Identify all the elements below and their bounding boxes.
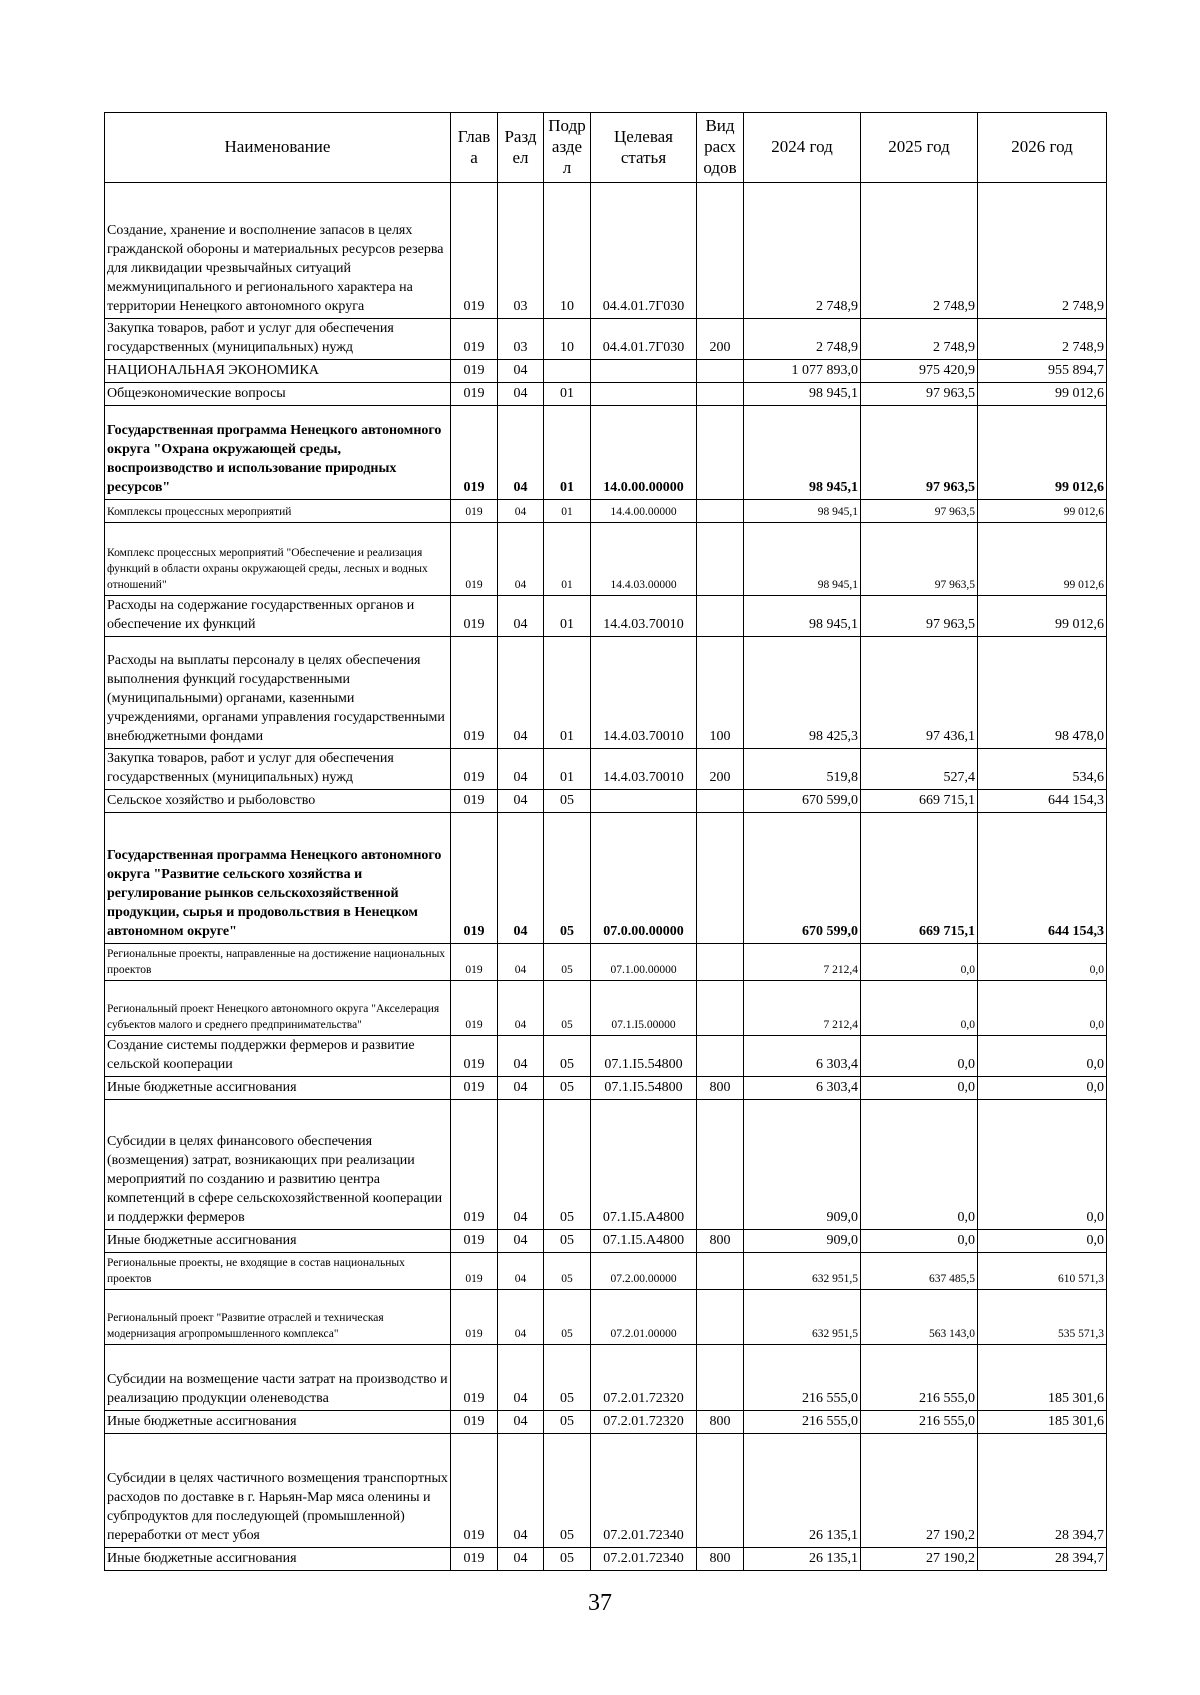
cell-podrazdel: 05 bbox=[544, 1077, 591, 1100]
cell-2024: 2 748,9 bbox=[744, 183, 861, 319]
cell-glava: 019 bbox=[451, 1345, 498, 1411]
cell-glava: 019 bbox=[451, 749, 498, 790]
cell-2026: 644 154,3 bbox=[978, 790, 1107, 813]
cell-2026: 2 748,9 bbox=[978, 319, 1107, 360]
cell-2026: 99 012,6 bbox=[978, 383, 1107, 406]
cell-2025: 216 555,0 bbox=[861, 1411, 978, 1434]
cell-2025: 0,0 bbox=[861, 1100, 978, 1230]
cell-celevaya: 07.1.I5.54800 bbox=[591, 1036, 697, 1077]
cell-podrazdel: 01 bbox=[544, 637, 591, 749]
cell-glava: 019 bbox=[451, 1036, 498, 1077]
cell-podrazdel: 05 bbox=[544, 1100, 591, 1230]
col-header-name: Наименование bbox=[105, 113, 451, 183]
cell-vid bbox=[697, 1100, 744, 1230]
cell-razdel: 04 bbox=[498, 523, 544, 596]
table-row bbox=[105, 406, 1107, 500]
cell-2026: 28 394,7 bbox=[978, 1434, 1107, 1548]
cell-glava: 019 bbox=[451, 500, 498, 523]
cell-2025: 97 963,5 bbox=[861, 500, 978, 523]
cell-glava: 019 bbox=[451, 790, 498, 813]
cell-name: Региональные проекты, направленные на достижение национальных проектов bbox=[105, 944, 451, 981]
cell-name: Комплекс процессных мероприятий "Обеспечение и реализация функций в области охраны окружающей среды, лесных и водных отношений" bbox=[105, 523, 451, 596]
cell-celevaya bbox=[591, 383, 697, 406]
cell-2026: 185 301,6 bbox=[978, 1345, 1107, 1411]
cell-vid bbox=[697, 500, 744, 523]
cell-2026: 535 571,3 bbox=[978, 1290, 1107, 1345]
cell-2025: 637 485,5 bbox=[861, 1253, 978, 1290]
cell-vid: 800 bbox=[697, 1548, 744, 1571]
cell-celevaya bbox=[591, 360, 697, 383]
cell-2024: 98 945,1 bbox=[744, 523, 861, 596]
cell-vid: 800 bbox=[697, 1230, 744, 1253]
cell-razdel: 04 bbox=[498, 1036, 544, 1077]
cell-glava: 019 bbox=[451, 1290, 498, 1345]
cell-2025: 27 190,2 bbox=[861, 1434, 978, 1548]
col-header-2026: 2026 год bbox=[978, 113, 1107, 183]
cell-podrazdel: 01 bbox=[544, 523, 591, 596]
cell-razdel: 04 bbox=[498, 1077, 544, 1100]
cell-podrazdel: 05 bbox=[544, 981, 591, 1036]
col-header-2025: 2025 год bbox=[861, 113, 978, 183]
cell-podrazdel bbox=[544, 360, 591, 383]
cell-2026: 99 012,6 bbox=[978, 406, 1107, 500]
cell-2024: 670 599,0 bbox=[744, 790, 861, 813]
cell-2024: 26 135,1 bbox=[744, 1434, 861, 1548]
cell-name: Иные бюджетные ассигнования bbox=[105, 1548, 451, 1571]
col-header-vid: Вид расх одов bbox=[697, 113, 744, 183]
cell-vid bbox=[697, 981, 744, 1036]
cell-2024: 98 945,1 bbox=[744, 500, 861, 523]
cell-2026: 99 012,6 bbox=[978, 500, 1107, 523]
col-header-glava: Глав а bbox=[451, 113, 498, 183]
cell-2025: 0,0 bbox=[861, 981, 978, 1036]
cell-2024: 7 212,4 bbox=[744, 944, 861, 981]
cell-vid bbox=[697, 523, 744, 596]
cell-celevaya: 14.4.03.70010 bbox=[591, 596, 697, 637]
table-header-row bbox=[105, 113, 1107, 183]
cell-glava: 019 bbox=[451, 1411, 498, 1434]
cell-celevaya: 14.0.00.00000 bbox=[591, 406, 697, 500]
table-row bbox=[105, 500, 1107, 523]
cell-name: Закупка товаров, работ и услуг для обеспечения государственных (муниципальных) нужд bbox=[105, 319, 451, 360]
cell-vid bbox=[697, 790, 744, 813]
cell-podrazdel: 05 bbox=[544, 790, 591, 813]
cell-vid bbox=[697, 813, 744, 944]
cell-2024: 26 135,1 bbox=[744, 1548, 861, 1571]
cell-celevaya: 07.1.I5.А4800 bbox=[591, 1100, 697, 1230]
cell-vid bbox=[697, 183, 744, 319]
cell-glava: 019 bbox=[451, 596, 498, 637]
cell-name: Расходы на содержание государственных органов и обеспечение их функций bbox=[105, 596, 451, 637]
cell-podrazdel: 05 bbox=[544, 1434, 591, 1548]
cell-glava: 019 bbox=[451, 383, 498, 406]
table-row bbox=[105, 944, 1107, 981]
cell-2025: 975 420,9 bbox=[861, 360, 978, 383]
cell-2024: 519,8 bbox=[744, 749, 861, 790]
cell-2025: 563 143,0 bbox=[861, 1290, 978, 1345]
cell-podrazdel: 05 bbox=[544, 944, 591, 981]
cell-vid bbox=[697, 1434, 744, 1548]
cell-2025: 97 963,5 bbox=[861, 523, 978, 596]
cell-2026: 2 748,9 bbox=[978, 183, 1107, 319]
cell-name: НАЦИОНАЛЬНАЯ ЭКОНОМИКА bbox=[105, 360, 451, 383]
cell-2025: 669 715,1 bbox=[861, 790, 978, 813]
cell-celevaya: 07.0.00.00000 bbox=[591, 813, 697, 944]
cell-2025: 669 715,1 bbox=[861, 813, 978, 944]
cell-vid bbox=[697, 944, 744, 981]
cell-2026: 0,0 bbox=[978, 1230, 1107, 1253]
table-row bbox=[105, 749, 1107, 790]
table-row bbox=[105, 360, 1107, 383]
cell-glava: 019 bbox=[451, 1434, 498, 1548]
cell-2024: 1 077 893,0 bbox=[744, 360, 861, 383]
cell-razdel: 04 bbox=[498, 790, 544, 813]
cell-2024: 98 945,1 bbox=[744, 406, 861, 500]
col-header-celevaya: Целевая статья bbox=[591, 113, 697, 183]
cell-razdel: 04 bbox=[498, 813, 544, 944]
cell-2024: 670 599,0 bbox=[744, 813, 861, 944]
cell-2026: 610 571,3 bbox=[978, 1253, 1107, 1290]
cell-name: Субсидии на возмещение части затрат на производство и реализацию продукции оленеводства bbox=[105, 1345, 451, 1411]
cell-vid: 800 bbox=[697, 1077, 744, 1100]
cell-vid bbox=[697, 1253, 744, 1290]
table-row bbox=[105, 637, 1107, 749]
cell-razdel: 04 bbox=[498, 981, 544, 1036]
table-row bbox=[105, 790, 1107, 813]
cell-name: Государственная программа Ненецкого автономного округа "Развитие сельского хозяйства и регулирование рынков сельскохозяйственной продукции, сырья и продовольствия в Ненецком автономном округе" bbox=[105, 813, 451, 944]
page-number: 37 bbox=[588, 1590, 612, 1616]
cell-2024: 7 212,4 bbox=[744, 981, 861, 1036]
cell-razdel: 04 bbox=[498, 596, 544, 637]
cell-2024: 6 303,4 bbox=[744, 1077, 861, 1100]
cell-glava: 019 bbox=[451, 406, 498, 500]
cell-2025: 2 748,9 bbox=[861, 183, 978, 319]
cell-glava: 019 bbox=[451, 1548, 498, 1571]
cell-glava: 019 bbox=[451, 1253, 498, 1290]
cell-razdel: 04 bbox=[498, 1345, 544, 1411]
cell-podrazdel: 01 bbox=[544, 500, 591, 523]
cell-podrazdel: 01 bbox=[544, 596, 591, 637]
col-header-razdel: Разд ел bbox=[498, 113, 544, 183]
cell-name: Иные бюджетные ассигнования bbox=[105, 1077, 451, 1100]
cell-2025: 527,4 bbox=[861, 749, 978, 790]
cell-razdel: 03 bbox=[498, 183, 544, 319]
cell-vid: 800 bbox=[697, 1411, 744, 1434]
table-row bbox=[105, 183, 1107, 319]
cell-vid bbox=[697, 1345, 744, 1411]
cell-celevaya: 07.1.00.00000 bbox=[591, 944, 697, 981]
cell-podrazdel: 05 bbox=[544, 1411, 591, 1434]
cell-razdel: 04 bbox=[498, 637, 544, 749]
cell-name: Общеэкономические вопросы bbox=[105, 383, 451, 406]
cell-vid bbox=[697, 360, 744, 383]
cell-2025: 0,0 bbox=[861, 1077, 978, 1100]
table-row bbox=[105, 981, 1107, 1036]
table-row bbox=[105, 1230, 1107, 1253]
cell-name: Иные бюджетные ассигнования bbox=[105, 1230, 451, 1253]
cell-2024: 216 555,0 bbox=[744, 1345, 861, 1411]
cell-glava: 019 bbox=[451, 813, 498, 944]
budget-sheet bbox=[104, 112, 1107, 1571]
cell-celevaya: 14.4.00.00000 bbox=[591, 500, 697, 523]
cell-vid bbox=[697, 1036, 744, 1077]
cell-2026: 955 894,7 bbox=[978, 360, 1107, 383]
cell-2024: 909,0 bbox=[744, 1230, 861, 1253]
table-row bbox=[105, 1253, 1107, 1290]
cell-vid bbox=[697, 383, 744, 406]
cell-2024: 98 425,3 bbox=[744, 637, 861, 749]
cell-2025: 97 963,5 bbox=[861, 383, 978, 406]
cell-celevaya: 07.1.I5.54800 bbox=[591, 1077, 697, 1100]
table-row bbox=[105, 1548, 1107, 1571]
cell-name: Иные бюджетные ассигнования bbox=[105, 1411, 451, 1434]
cell-name: Создание, хранение и восполнение запасов в целях гражданской обороны и материальных ресурсов резерва для ликвидации чрезвычайных ситуаций межмуниципального и регионального характера на территории Ненецкого автономного округа bbox=[105, 183, 451, 319]
cell-name: Сельское хозяйство и рыболовство bbox=[105, 790, 451, 813]
cell-razdel: 04 bbox=[498, 383, 544, 406]
table-row bbox=[105, 1345, 1107, 1411]
cell-vid bbox=[697, 406, 744, 500]
cell-2026: 28 394,7 bbox=[978, 1548, 1107, 1571]
cell-name: Региональные проекты, не входящие в состав национальных проектов bbox=[105, 1253, 451, 1290]
cell-razdel: 04 bbox=[498, 944, 544, 981]
cell-name: Государственная программа Ненецкого автономного округа "Охрана окружающей среды, воспроизводство и использование природных ресурсов" bbox=[105, 406, 451, 500]
cell-name: Субсидии в целях финансового обеспечения (возмещения) затрат, возникающих при реализации мероприятий по созданию и развитию центра компетенций в сфере сельскохозяйственной кооперации и поддержки фермеров bbox=[105, 1100, 451, 1230]
cell-razdel: 03 bbox=[498, 319, 544, 360]
cell-razdel: 04 bbox=[498, 1548, 544, 1571]
cell-celevaya: 07.2.01.72340 bbox=[591, 1548, 697, 1571]
cell-name: Региональный проект "Развитие отраслей и техническая модернизация агропромышленного комплекса" bbox=[105, 1290, 451, 1345]
cell-2026: 0,0 bbox=[978, 944, 1107, 981]
table-row bbox=[105, 383, 1107, 406]
cell-2024: 98 945,1 bbox=[744, 383, 861, 406]
cell-name: Комплексы процессных мероприятий bbox=[105, 500, 451, 523]
cell-2024: 216 555,0 bbox=[744, 1411, 861, 1434]
table-row bbox=[105, 1077, 1107, 1100]
cell-vid bbox=[697, 1290, 744, 1345]
cell-name: Региональный проект Ненецкого автономного округа "Акселерация субъектов малого и среднего предпринимательства" bbox=[105, 981, 451, 1036]
cell-glava: 019 bbox=[451, 944, 498, 981]
cell-razdel: 04 bbox=[498, 1100, 544, 1230]
cell-celevaya: 07.1.I5.А4800 bbox=[591, 1230, 697, 1253]
table-row bbox=[105, 319, 1107, 360]
cell-name: Расходы на выплаты персоналу в целях обеспечения выполнения функций государственными (муниципальными) органами, казенными учреждениями, органами управления государственными внебюджетными фондами bbox=[105, 637, 451, 749]
cell-vid: 100 bbox=[697, 637, 744, 749]
cell-podrazdel: 05 bbox=[544, 1253, 591, 1290]
cell-2025: 0,0 bbox=[861, 944, 978, 981]
table-row bbox=[105, 1100, 1107, 1230]
cell-celevaya: 14.4.03.70010 bbox=[591, 637, 697, 749]
cell-glava: 019 bbox=[451, 523, 498, 596]
cell-glava: 019 bbox=[451, 1077, 498, 1100]
cell-2026: 0,0 bbox=[978, 1036, 1107, 1077]
cell-razdel: 04 bbox=[498, 360, 544, 383]
cell-celevaya: 07.2.01.00000 bbox=[591, 1290, 697, 1345]
cell-glava: 019 bbox=[451, 1230, 498, 1253]
cell-podrazdel: 05 bbox=[544, 1345, 591, 1411]
cell-2025: 0,0 bbox=[861, 1230, 978, 1253]
cell-celevaya: 04.4.01.7Г030 bbox=[591, 183, 697, 319]
cell-2025: 97 963,5 bbox=[861, 406, 978, 500]
cell-celevaya: 14.4.03.00000 bbox=[591, 523, 697, 596]
cell-2024: 632 951,5 bbox=[744, 1290, 861, 1345]
cell-2026: 534,6 bbox=[978, 749, 1107, 790]
cell-2026: 99 012,6 bbox=[978, 523, 1107, 596]
col-header-podrazdel: Подр азде л bbox=[544, 113, 591, 183]
cell-2025: 2 748,9 bbox=[861, 319, 978, 360]
cell-vid bbox=[697, 596, 744, 637]
table-row bbox=[105, 596, 1107, 637]
cell-2024: 6 303,4 bbox=[744, 1036, 861, 1077]
cell-celevaya: 07.2.01.72320 bbox=[591, 1411, 697, 1434]
cell-2026: 98 478,0 bbox=[978, 637, 1107, 749]
cell-2024: 2 748,9 bbox=[744, 319, 861, 360]
cell-name: Субсидии в целях частичного возмещения транспортных расходов по доставке в г. Нарьян-Мар мяса оленины и субпродуктов для последующей (промышленной) переработки от мест убоя bbox=[105, 1434, 451, 1548]
cell-celevaya: 07.1.I5.00000 bbox=[591, 981, 697, 1036]
cell-celevaya: 07.2.01.72320 bbox=[591, 1345, 697, 1411]
cell-podrazdel: 01 bbox=[544, 406, 591, 500]
cell-glava: 019 bbox=[451, 1100, 498, 1230]
cell-2026: 0,0 bbox=[978, 981, 1107, 1036]
cell-celevaya: 07.2.00.00000 bbox=[591, 1253, 697, 1290]
cell-2026: 0,0 bbox=[978, 1100, 1107, 1230]
table-row bbox=[105, 813, 1107, 944]
cell-celevaya: 04.4.01.7Г030 bbox=[591, 319, 697, 360]
cell-razdel: 04 bbox=[498, 406, 544, 500]
cell-2026: 644 154,3 bbox=[978, 813, 1107, 944]
cell-2024: 909,0 bbox=[744, 1100, 861, 1230]
cell-glava: 019 bbox=[451, 981, 498, 1036]
table-row bbox=[105, 1036, 1107, 1077]
cell-2024: 632 951,5 bbox=[744, 1253, 861, 1290]
cell-podrazdel: 01 bbox=[544, 749, 591, 790]
cell-podrazdel: 05 bbox=[544, 813, 591, 944]
cell-celevaya: 14.4.03.70010 bbox=[591, 749, 697, 790]
cell-2025: 0,0 bbox=[861, 1036, 978, 1077]
cell-celevaya bbox=[591, 790, 697, 813]
cell-razdel: 04 bbox=[498, 500, 544, 523]
cell-razdel: 04 bbox=[498, 1434, 544, 1548]
table-row bbox=[105, 1411, 1107, 1434]
budget-table bbox=[104, 112, 1107, 1571]
cell-razdel: 04 bbox=[498, 1290, 544, 1345]
cell-razdel: 04 bbox=[498, 1411, 544, 1434]
cell-podrazdel: 05 bbox=[544, 1036, 591, 1077]
cell-podrazdel: 01 bbox=[544, 383, 591, 406]
cell-2024: 98 945,1 bbox=[744, 596, 861, 637]
cell-glava: 019 bbox=[451, 183, 498, 319]
cell-razdel: 04 bbox=[498, 1253, 544, 1290]
table-row bbox=[105, 1434, 1107, 1548]
cell-2026: 99 012,6 bbox=[978, 596, 1107, 637]
cell-glava: 019 bbox=[451, 360, 498, 383]
cell-podrazdel: 05 bbox=[544, 1230, 591, 1253]
col-header-2024: 2024 год bbox=[744, 113, 861, 183]
cell-2025: 97 963,5 bbox=[861, 596, 978, 637]
cell-glava: 019 bbox=[451, 319, 498, 360]
cell-name: Создание системы поддержки фермеров и развитие сельской кооперации bbox=[105, 1036, 451, 1077]
cell-podrazdel: 10 bbox=[544, 183, 591, 319]
cell-2026: 0,0 bbox=[978, 1077, 1107, 1100]
cell-podrazdel: 05 bbox=[544, 1290, 591, 1345]
cell-podrazdel: 10 bbox=[544, 319, 591, 360]
cell-razdel: 04 bbox=[498, 749, 544, 790]
cell-2025: 27 190,2 bbox=[861, 1548, 978, 1571]
cell-razdel: 04 bbox=[498, 1230, 544, 1253]
table-row bbox=[105, 1290, 1107, 1345]
cell-vid: 200 bbox=[697, 749, 744, 790]
cell-vid: 200 bbox=[697, 319, 744, 360]
cell-2026: 185 301,6 bbox=[978, 1411, 1107, 1434]
table-row bbox=[105, 523, 1107, 596]
cell-podrazdel: 05 bbox=[544, 1548, 591, 1571]
cell-name: Закупка товаров, работ и услуг для обеспечения государственных (муниципальных) нужд bbox=[105, 749, 451, 790]
cell-2025: 97 436,1 bbox=[861, 637, 978, 749]
cell-celevaya: 07.2.01.72340 bbox=[591, 1434, 697, 1548]
cell-glava: 019 bbox=[451, 637, 498, 749]
cell-2025: 216 555,0 bbox=[861, 1345, 978, 1411]
